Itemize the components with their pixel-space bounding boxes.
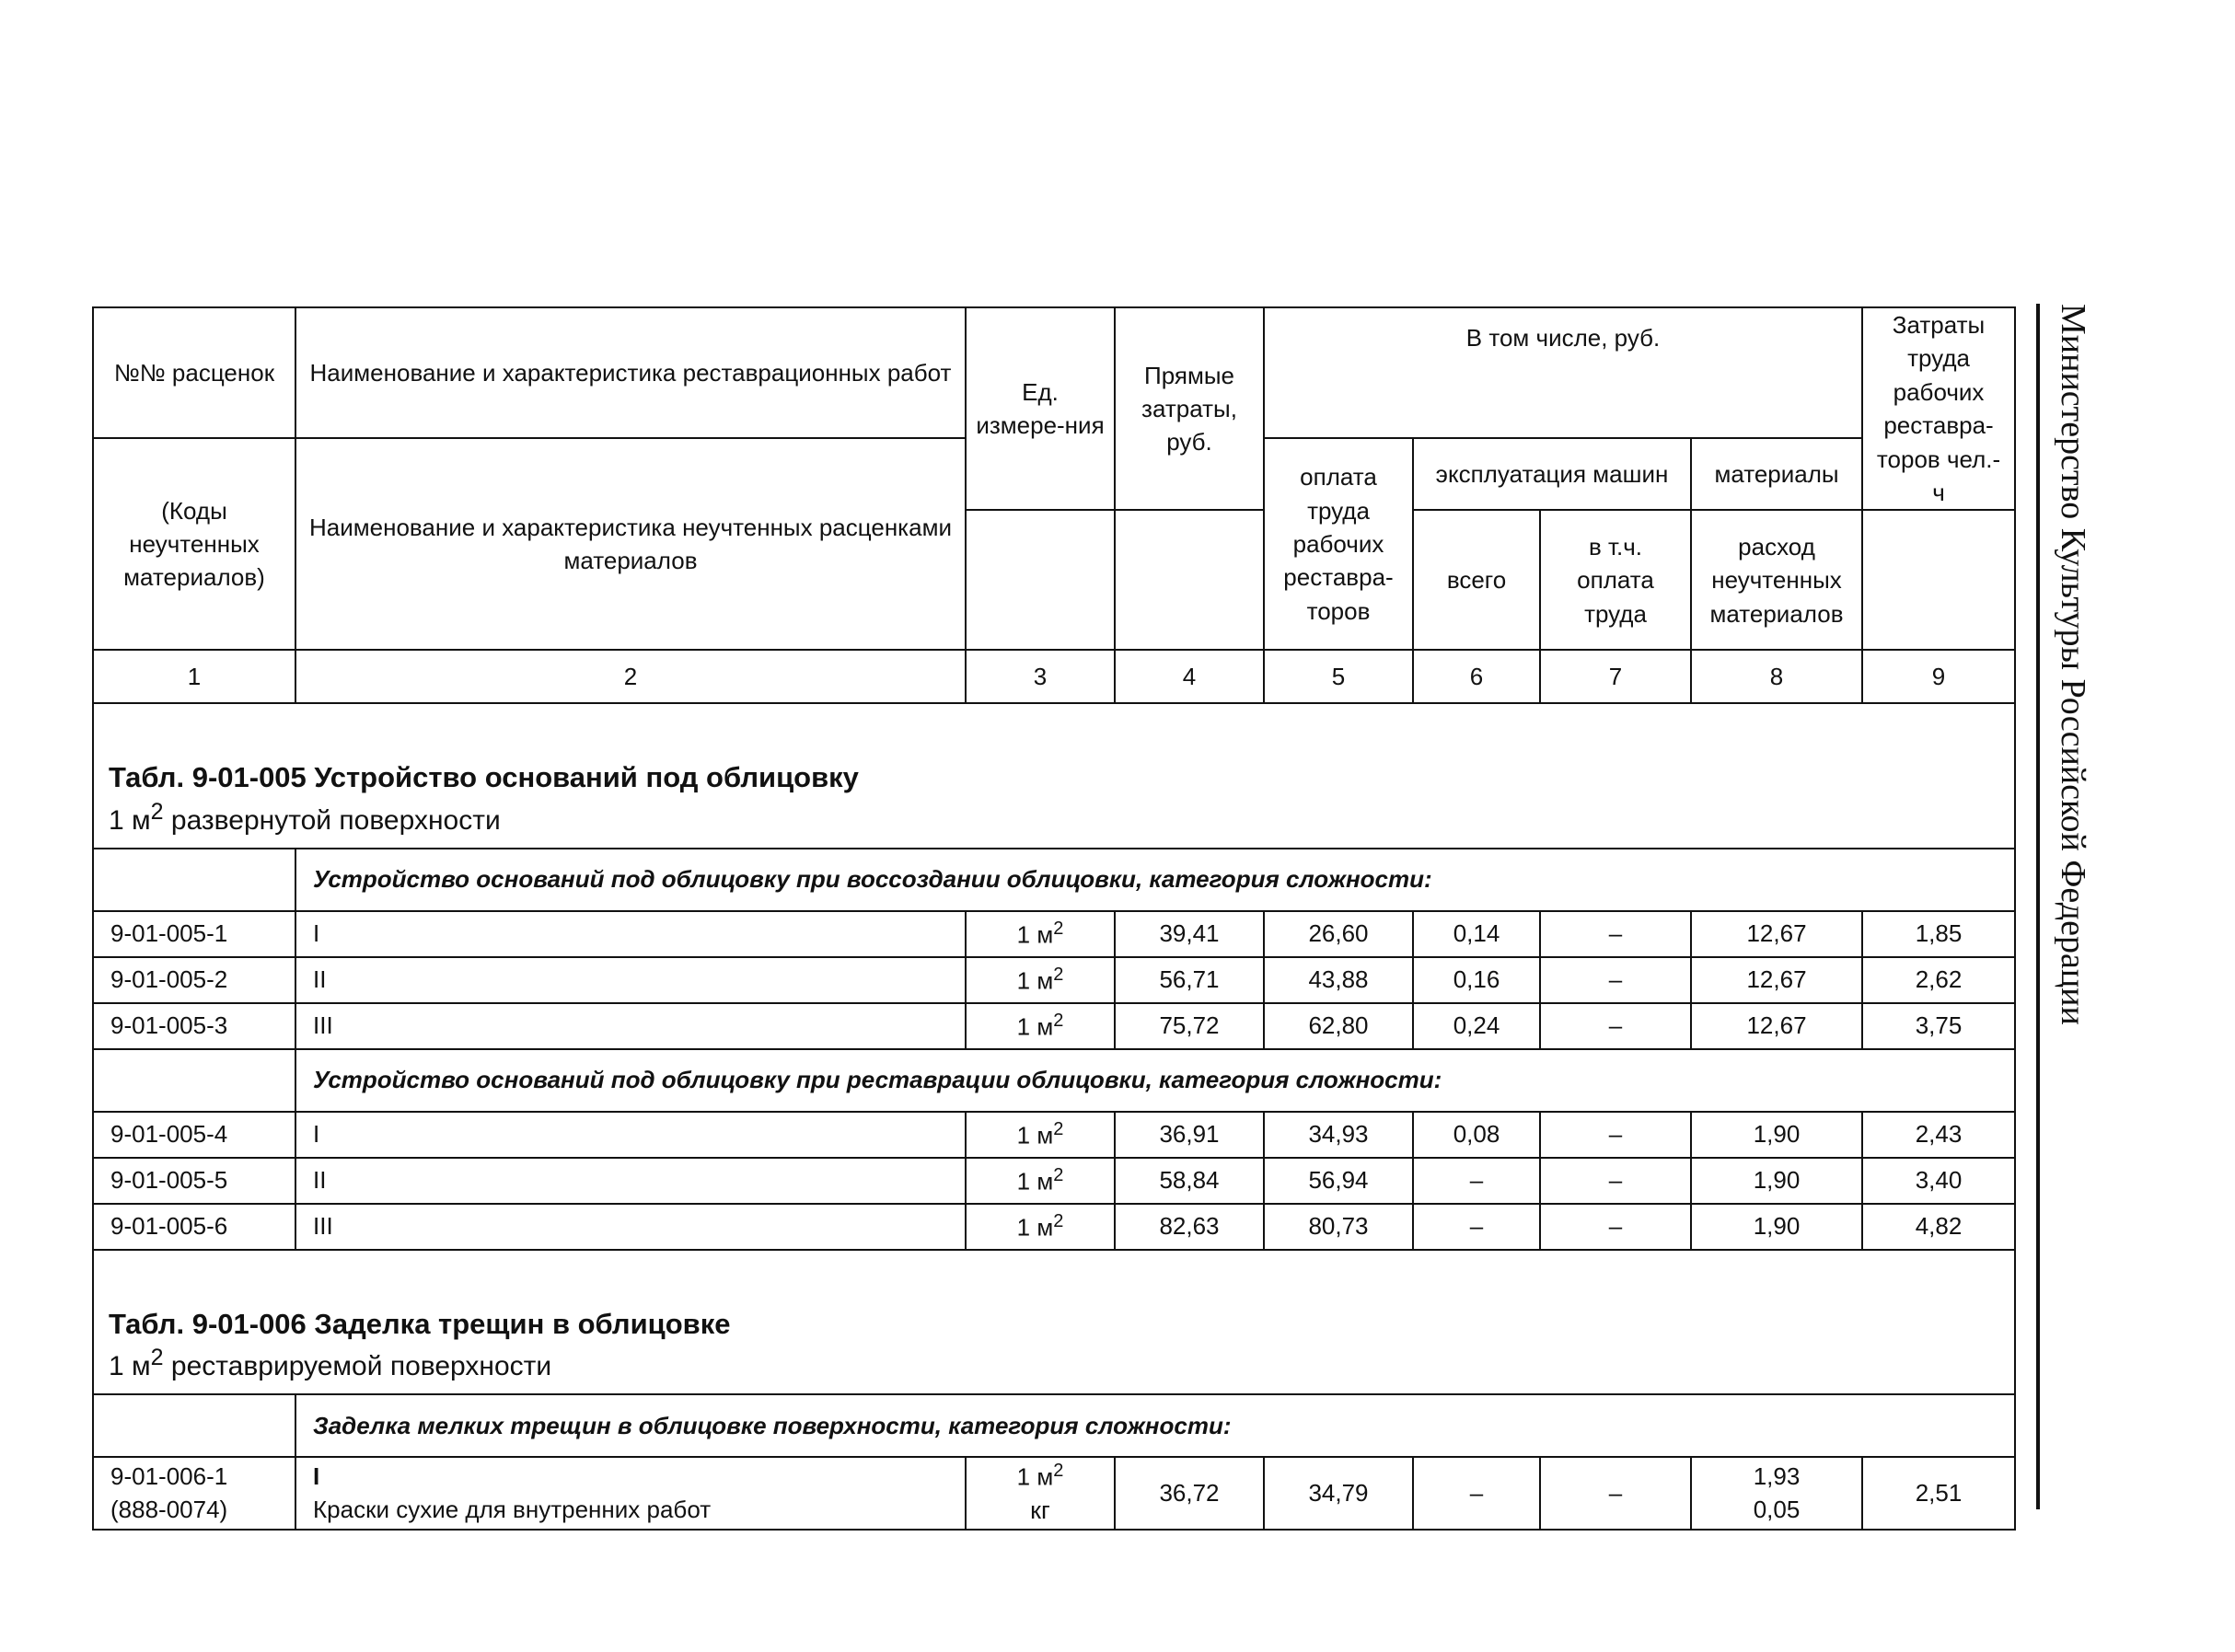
rate-machines: – [1413, 1457, 1540, 1530]
rate-direct: 56,71 [1115, 957, 1264, 1003]
header-col2-bottom: Наименование и характеристика неучтенных расценками материалов [295, 438, 966, 650]
material-code: (888-0074) [110, 1496, 228, 1524]
column-number: 4 [1115, 650, 1264, 703]
column-number: 1 [93, 650, 295, 703]
category-label: Устройство оснований под облицовку при воссоздании облицовки, категория сложности: [295, 849, 2015, 911]
header-materials: материалы [1691, 438, 1862, 510]
section-title-row [93, 703, 2015, 848]
header-col8: расход неучтенных материалов [1691, 510, 1862, 650]
header-col2-top: Наименование и характеристика реставрационных работ [295, 307, 966, 438]
rate-machine-labor: – [1540, 911, 1691, 957]
category-row [93, 1394, 2015, 1457]
rate-unit: 1 $м^2$ [966, 1003, 1115, 1049]
rate-materials-cell [1691, 1457, 1862, 1530]
column-number: 5 [1264, 650, 1413, 703]
rate-code: 9-01-005-1 [93, 911, 295, 957]
column-number: 7 [1540, 650, 1691, 703]
section-title-cell [93, 1250, 2015, 1394]
rate-machines: 0,24 [1413, 1003, 1540, 1049]
rate-direct: 36,91 [1115, 1112, 1264, 1158]
rate-labor: 26,60 [1264, 911, 1413, 957]
rate-unit: 1 $м^2$ [966, 911, 1115, 957]
section-unit-prefix: 1 м [109, 804, 151, 836]
header-col9-cont [1862, 510, 2015, 650]
ministry-side-caption: Министерство Культуры Российской Федерации [2054, 304, 2092, 1025]
rate-code: 9-01-005-3 [93, 1003, 295, 1049]
table-row [93, 1112, 2015, 1158]
header-col9: Затраты труда рабочих реставра-торов чел.-ч [1862, 307, 2015, 510]
rate-name: I [313, 1461, 320, 1490]
rate-materials: 1,90 [1691, 1204, 1862, 1250]
category-row [93, 1049, 2015, 1112]
rate-hours: 2,51 [1862, 1457, 2015, 1530]
header-machines: эксплуатация машин [1413, 438, 1691, 510]
material-unit: кг [1030, 1496, 1050, 1524]
rate-materials: 1,90 [1691, 1112, 1862, 1158]
column-number: 6 [1413, 650, 1540, 703]
rate-direct: 75,72 [1115, 1003, 1264, 1049]
rate-name: III [295, 1204, 966, 1250]
section-unit-prefix: 1 м [109, 1350, 151, 1381]
rate-machine-labor: – [1540, 1204, 1691, 1250]
rate-machines: – [1413, 1204, 1540, 1250]
rate-materials: 1,90 [1691, 1158, 1862, 1204]
table-row [93, 1204, 2015, 1250]
rate-name: I [295, 911, 966, 957]
category-label: Устройство оснований под облицовку при реставрации облицовки, категория сложности: [295, 1049, 2015, 1112]
rate-direct: 36,72 [1115, 1457, 1264, 1530]
rate-unit-cell [966, 1457, 1115, 1530]
table-row [93, 1158, 2015, 1204]
header-col7: в т.ч. оплата труда [1540, 510, 1691, 650]
rate-name: II [295, 1158, 966, 1204]
rate-name: III [295, 1003, 966, 1049]
rate-hours: 1,85 [1862, 911, 2015, 957]
rate-code: 9-01-006-1 [110, 1461, 228, 1490]
rate-machine-labor: – [1540, 1158, 1691, 1204]
rates-table [92, 306, 2016, 1531]
category-row [93, 849, 2015, 911]
section-unit-sup: 2 [150, 798, 164, 825]
category-label: Заделка мелких трещин в облицовке поверхности, категория сложности: [295, 1394, 2015, 1457]
rate-labor: 56,94 [1264, 1158, 1413, 1204]
rate-code: 9-01-005-2 [93, 957, 295, 1003]
rate-code: 9-01-005-6 [93, 1204, 295, 1250]
header-col1-top: №№ расценок [93, 307, 295, 438]
rate-machine-labor: – [1540, 1457, 1691, 1530]
section-unit [109, 1343, 1999, 1384]
rate-unit: 1 $м^2$ [966, 1112, 1115, 1158]
rate-direct: 39,41 [1115, 911, 1264, 957]
rate-machines: 0,16 [1413, 957, 1540, 1003]
rate-unit: 1 $м^2$ [1016, 1460, 1064, 1491]
table-row [93, 957, 2015, 1003]
table-row [93, 911, 2015, 957]
header-col1-bottom: (Коды неучтенных материалов) [93, 438, 295, 650]
section-title-cell [93, 703, 2015, 848]
rate-hours: 2,43 [1862, 1112, 2015, 1158]
rate-name: I [295, 1112, 966, 1158]
rate-name-cell [295, 1457, 966, 1530]
material-amount: 0,05 [1753, 1496, 1801, 1524]
section-unit-suffix: развернутой поверхности [163, 804, 501, 836]
header-col3-cont [966, 510, 1115, 650]
rate-labor: 34,79 [1264, 1457, 1413, 1530]
rate-hours: 3,75 [1862, 1003, 2015, 1049]
table-row [93, 1003, 2015, 1049]
header-col5: оплата труда рабочих реставра-торов [1264, 438, 1413, 650]
header-col6: всего [1413, 510, 1540, 650]
header-col4-cont [1115, 510, 1264, 650]
rate-code: 9-01-005-5 [93, 1158, 295, 1204]
rate-machines: 0,14 [1413, 911, 1540, 957]
header-row-1 [93, 307, 2015, 438]
column-number: 9 [1862, 650, 2015, 703]
section-title: Табл. 9-01-006 Заделка трещин в облицовке [109, 1307, 731, 1340]
rate-materials: 1,93 [1753, 1461, 1801, 1490]
rate-labor: 80,73 [1264, 1204, 1413, 1250]
rate-materials: 12,67 [1691, 911, 1862, 957]
section-title-row [93, 1250, 2015, 1394]
rate-hours: 3,40 [1862, 1158, 2015, 1204]
table-row [93, 1457, 2015, 1530]
section-title: Табл. 9-01-005 Устройство оснований под облицовку [109, 761, 859, 794]
rate-direct: 58,84 [1115, 1158, 1264, 1204]
section-unit-suffix: реставрируемой поверхности [163, 1350, 552, 1381]
rate-hours: 4,82 [1862, 1204, 2015, 1250]
rate-materials: 12,67 [1691, 957, 1862, 1003]
category-empty-cell [93, 1049, 295, 1112]
rate-unit: 1 $м^2$ [966, 957, 1115, 1003]
rate-hours: 2,62 [1862, 957, 2015, 1003]
section-unit-sup: 2 [150, 1344, 164, 1370]
header-col3: Ед. измере-ния [966, 307, 1115, 510]
section-unit [109, 797, 1999, 838]
rate-machine-labor: – [1540, 1112, 1691, 1158]
material-name: Краски сухие для внутренних работ [313, 1496, 712, 1524]
rate-labor: 34,93 [1264, 1112, 1413, 1158]
rate-unit: 1 $м^2$ [966, 1204, 1115, 1250]
rate-direct: 82,63 [1115, 1204, 1264, 1250]
category-empty-cell [93, 1394, 295, 1457]
rate-machine-labor: – [1540, 1003, 1691, 1049]
header-col4: Прямые затраты, руб. [1115, 307, 1264, 510]
rate-code: 9-01-005-4 [93, 1112, 295, 1158]
rate-machine-labor: – [1540, 957, 1691, 1003]
rate-labor: 43,88 [1264, 957, 1413, 1003]
rate-materials: 12,67 [1691, 1003, 1862, 1049]
column-numbers-row [93, 650, 2015, 703]
column-number: 3 [966, 650, 1115, 703]
column-number: 8 [1691, 650, 1862, 703]
rate-unit: 1 $м^2$ [966, 1158, 1115, 1204]
rate-code-cell [93, 1457, 295, 1530]
category-empty-cell [93, 849, 295, 911]
header-group: В том числе, руб. [1264, 307, 1862, 438]
rate-machines: – [1413, 1158, 1540, 1204]
column-number: 2 [295, 650, 966, 703]
rate-labor: 62,80 [1264, 1003, 1413, 1049]
rate-name: II [295, 957, 966, 1003]
rate-machines: 0,08 [1413, 1112, 1540, 1158]
